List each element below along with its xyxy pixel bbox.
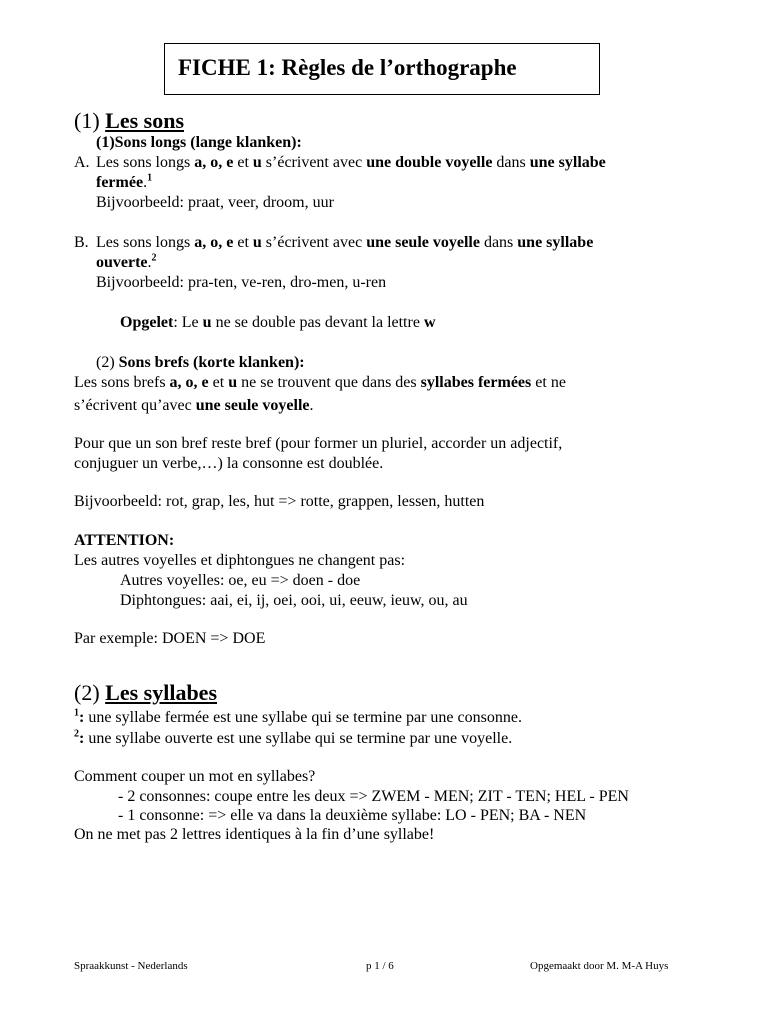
short-example: Bijvoorbeeld: rot, grap, les, hut => rotte, grappen, lessen, hutten bbox=[74, 493, 485, 510]
footnote-1: $^1$: une syllabe fermée est une syllabe qui se termine par une consonne. bbox=[74, 707, 522, 726]
long-sounds-label: (1) bbox=[96, 134, 115, 151]
page-title: FICHE 1: Règles de l’orthographe bbox=[178, 55, 517, 80]
footer-right: Opgemaakt door M. M-A Huys bbox=[530, 960, 669, 972]
short-p2-line1: Pour que un son bref reste bref (pour former un pluriel, accorder un adjectif, bbox=[74, 435, 563, 452]
syllable-question: Comment couper un mot en syllabes? bbox=[74, 768, 316, 785]
attention-line1: Les autres voyelles et diphtongues ne changent pas: bbox=[74, 552, 406, 569]
item-a-line2: fermée.$^1$ bbox=[96, 172, 153, 191]
section2-title: Les syllabes bbox=[105, 680, 218, 705]
attention-heading: ATTENTION: bbox=[74, 532, 175, 549]
long-sounds-title: Sons longs (lange klanken): bbox=[114, 134, 302, 151]
item-b-line1: Les sons longs a, o, e et u s’écrivent avec une seule voyelle dans une syllabe bbox=[96, 234, 594, 251]
item-a-marker: A. bbox=[74, 154, 90, 171]
item-b-example: Bijvoorbeeld: pra-ten, ve-ren, dro-men, u-ren bbox=[96, 274, 387, 291]
item-b-marker: B. bbox=[74, 234, 89, 251]
footer-left: Spraakkunst - Nederlands bbox=[74, 960, 188, 972]
short-p1-line2: s’écrivent qu’avec une seule voyelle. bbox=[74, 397, 314, 414]
section1-title: Les sons bbox=[105, 108, 185, 133]
title-box bbox=[164, 43, 600, 95]
attention-line2: Autres voyelles: oe, eu => doen - doe bbox=[120, 572, 361, 589]
long-sounds-heading bbox=[96, 133, 302, 153]
short-p2-line2: conjuguer un verbe,…) la consonne est doublée. bbox=[74, 455, 384, 472]
footnote-ref-1: 1 bbox=[147, 172, 153, 184]
footnote-ref-2: 2 bbox=[151, 252, 157, 264]
syllable-rule-3: On ne met pas 2 lettres identiques à la fin d’une syllabe! bbox=[74, 826, 435, 843]
attention-line3: Diphtongues: aai, ei, ij, oei, ooi, ui, eeuw, ieuw, ou, au bbox=[120, 592, 468, 609]
section1-heading bbox=[74, 108, 184, 134]
syllable-rule-2: - 1 consonne: => elle va dans la deuxième syllabe: LO - PEN; BA - NEN bbox=[118, 807, 587, 824]
short-sounds-title: Sons brefs (korte klanken): bbox=[118, 354, 305, 371]
attention-example: Par exemple: DOEN => DOE bbox=[74, 630, 266, 647]
item-a-line1: Les sons longs a, o, e et u s’écrivent avec une double voyelle dans une syllabe bbox=[96, 154, 606, 171]
item-b-line2: ouverte.$^2$ bbox=[96, 252, 157, 271]
section2-heading bbox=[74, 680, 217, 706]
syllable-rule-1: - 2 consonnes: coupe entre les deux => ZWEM - MEN; ZIT - TEN; HEL - PEN bbox=[118, 788, 629, 805]
footer-page-number: p 1 / 6 bbox=[366, 960, 394, 972]
short-sounds-heading bbox=[96, 353, 305, 373]
item-a-example: Bijvoorbeeld: praat, veer, droom, uur bbox=[96, 194, 334, 211]
short-p1-line1: Les sons brefs a, o, e et u ne se trouvent que dans des syllabes fermées et ne bbox=[74, 374, 566, 391]
opgelet-note: Opgelet: Le u ne se double pas devant la lettre w bbox=[120, 314, 436, 331]
section2-number: (2) bbox=[74, 680, 100, 705]
footnote-2: $^2$: une syllabe ouverte est une syllabe qui se termine par une voyelle. bbox=[74, 728, 513, 747]
short-sounds-label: (2) bbox=[96, 354, 119, 371]
section1-number: (1) bbox=[74, 108, 100, 133]
